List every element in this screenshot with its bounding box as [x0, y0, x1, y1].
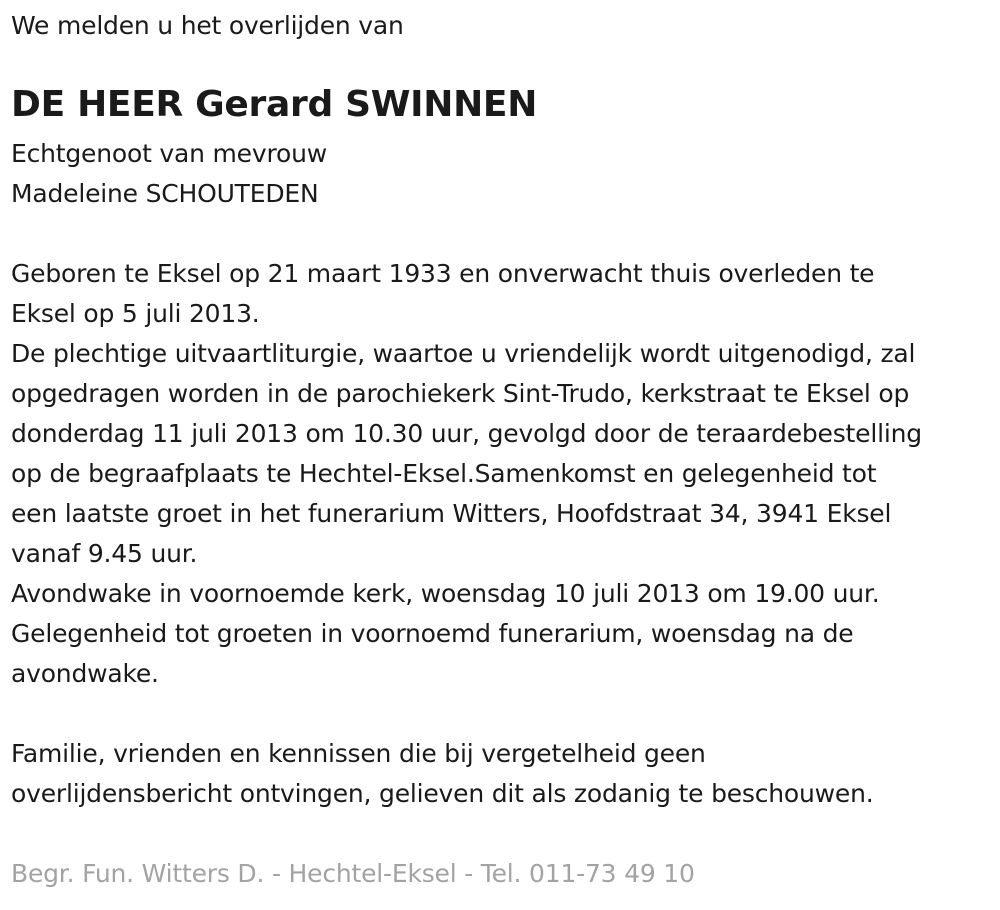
body-line: een laatste groet in het funerarium Witters, Hoofdstraat 34, 3941 Eksel	[11, 499, 892, 528]
intro-text: We melden u het overlijden van	[11, 11, 404, 40]
body-line: De plechtige uitvaartliturgie, waartoe u vriendelijk wordt uitgenodigd, zal	[11, 339, 916, 368]
notice-body	[11, 254, 922, 694]
footer-text: Begr. Fun. Witters D. - Hechtel-Eksel - Tel. 011-73 49 10	[11, 859, 695, 888]
deceased-name: DE HEER Gerard SWINNEN	[11, 84, 538, 125]
body-line: donderdag 11 juli 2013 om 10.30 uur, gevolgd door de teraardebestelling	[11, 419, 922, 448]
body-line: avondwake.	[11, 659, 159, 688]
funeral-home-footer	[11, 854, 695, 894]
body-line: opgedragen worden in de parochiekerk Sint-Trudo, kerkstraat te Eksel op	[11, 379, 910, 408]
spouse-block	[11, 134, 327, 214]
closing-line: Familie, vrienden en kennissen die bij vergetelheid geen	[11, 739, 706, 768]
body-line: vanaf 9.45 uur.	[11, 539, 198, 568]
spouse-line: Echtgenoot van mevrouw	[11, 139, 327, 168]
closing-line: overlijdensbericht ontvingen, gelieven dit als zodanig te beschouwen.	[11, 779, 874, 808]
body-line: op de begraafplaats te Hechtel-Eksel.Samenkomst en gelegenheid tot	[11, 459, 877, 488]
spouse-line: Madeleine SCHOUTEDEN	[11, 179, 319, 208]
body-line: Eksel op 5 juli 2013.	[11, 299, 260, 328]
intro-block	[11, 6, 404, 46]
body-line: Avondwake in voornoemde kerk, woensdag 10 juli 2013 om 19.00 uur.	[11, 579, 880, 608]
body-line: Gelegenheid tot groeten in voornoemd funerarium, woensdag na de	[11, 619, 854, 648]
body-line: Geboren te Eksel op 21 maart 1933 en onverwacht thuis overleden te	[11, 259, 875, 288]
closing-block	[11, 734, 874, 814]
